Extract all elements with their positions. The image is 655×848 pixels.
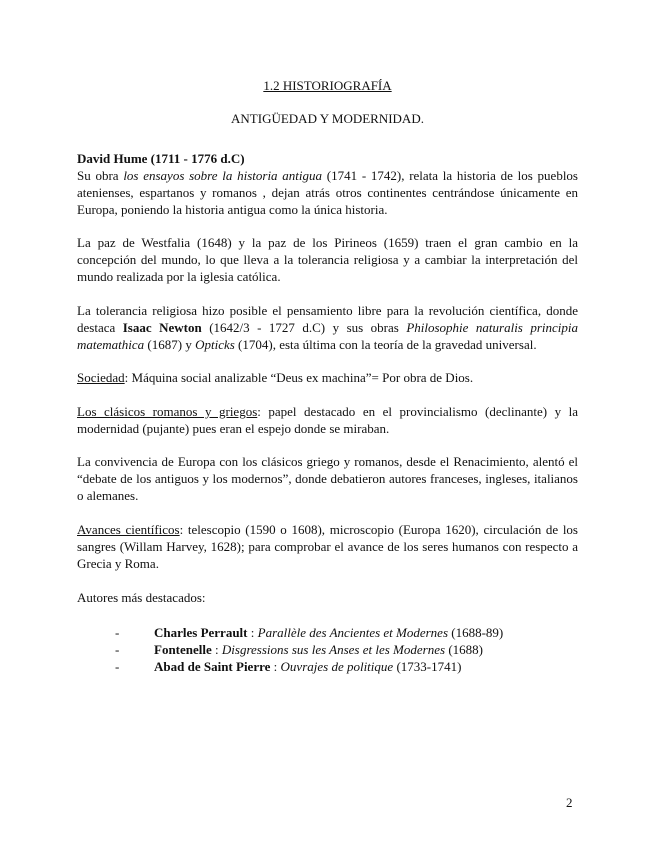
- westfalia-paragraph: La paz de Westfalia (1648) y la paz de los Pirineos (1659) traen el gran cambio en la concepción del mundo, lo que lleva a la tolerancia religiosa y a cambiar la interpretación del mundo realizada por la iglesia católica.: [77, 235, 578, 284]
- author-name: Charles Perrault: [154, 625, 248, 640]
- author-work: Disgressions sus les Anses et les Modernes: [221, 642, 446, 657]
- clasicos-label: Los clásicos romanos y griegos: [77, 404, 258, 419]
- list-dash: -: [115, 659, 120, 674]
- tolerancia-text-2: (1642/3 - 1727 d.C) y sus obras: [201, 320, 407, 335]
- clasicos-text: : papel destacado en el provincialismo (declinante) y la modernidad (pujante) pues eran el espejo donde se miraban.: [77, 404, 578, 436]
- page-title: 1.2 HISTORIOGRAFÍA: [263, 78, 392, 93]
- tolerancia-paragraph: [77, 302, 578, 353]
- list-item: [77, 624, 578, 641]
- author-year: (1688-89): [448, 625, 504, 640]
- autores-list: [77, 624, 578, 675]
- author-name: Fontenelle: [154, 642, 212, 657]
- avances-text: : telescopio (1590 o 1608), microscopio (Europa 1620), circulación de los sangres (Willam Harvey, 1628); para comprobar el avance de los seres humanos con respecto a Grecia y Roma.: [77, 522, 578, 571]
- newton-work-principia: Philosophie naturalis principia matemathica: [77, 320, 579, 352]
- hume-paragraph: [77, 150, 578, 218]
- autores-intro: Autores más destacados:: [77, 590, 206, 605]
- list-dash: -: [115, 625, 120, 640]
- author-name: Abad de Saint Pierre: [154, 659, 271, 674]
- tolerancia-text-4: (1704), esta última con la teoría de la gravedad universal.: [234, 337, 537, 352]
- convivencia-paragraph: La convivencia de Europa con los clásicos griego y romanos, desde el Renacimiento, alentó el “debate de los antiguos y los modernos”, donde debatieron autores franceses, ingleses, italianos o alemanes.: [77, 454, 578, 503]
- avances-paragraph: [77, 521, 578, 572]
- page-subtitle: ANTIGÜEDAD Y MODERNIDAD.: [231, 111, 424, 126]
- page-number: 2: [566, 795, 573, 810]
- author-separator: :: [270, 659, 281, 674]
- author-work: Parallèle des Ancientes et Modernes: [257, 625, 449, 640]
- newton-work-opticks: Opticks: [195, 337, 235, 352]
- list-item: [77, 641, 578, 658]
- sociedad-text: : Máquina social analizable “Deus ex machina”= Por obra de Dios.: [124, 370, 474, 385]
- author-separator: :: [211, 642, 222, 657]
- author-year: (1688): [445, 642, 483, 657]
- list-dash: -: [115, 642, 120, 657]
- tolerancia-text-3: (1687) y: [144, 337, 196, 352]
- tolerancia-text-1: La tolerancia religiosa hizo posible el pensamiento libre para la revolución científica, donde destaca: [77, 303, 578, 335]
- author-year: (1733-1741): [393, 659, 462, 674]
- sociedad-label: Sociedad: [77, 370, 125, 385]
- author-work: Ouvrajes de politique: [280, 659, 394, 674]
- avances-label: Avances científicos: [77, 522, 180, 537]
- newton-name: Isaac Newton: [122, 320, 202, 335]
- list-item: [77, 658, 578, 675]
- hume-heading: David Hume (1711 - 1776 d.C): [77, 151, 245, 166]
- clasicos-paragraph: [77, 403, 578, 437]
- sociedad-paragraph: [77, 369, 578, 386]
- hume-text-2: (1741 - 1742), relata la historia de los pueblos atenienses, espartanos y romanos , dejan atrás otros continentes centrándose únicamente en Europa, poniendo la historia antigua como la única historia.: [77, 168, 578, 217]
- author-separator: :: [247, 625, 258, 640]
- hume-text-1: Su obra: [77, 168, 124, 183]
- hume-work: los ensayos sobre la historia antigua: [123, 168, 323, 183]
